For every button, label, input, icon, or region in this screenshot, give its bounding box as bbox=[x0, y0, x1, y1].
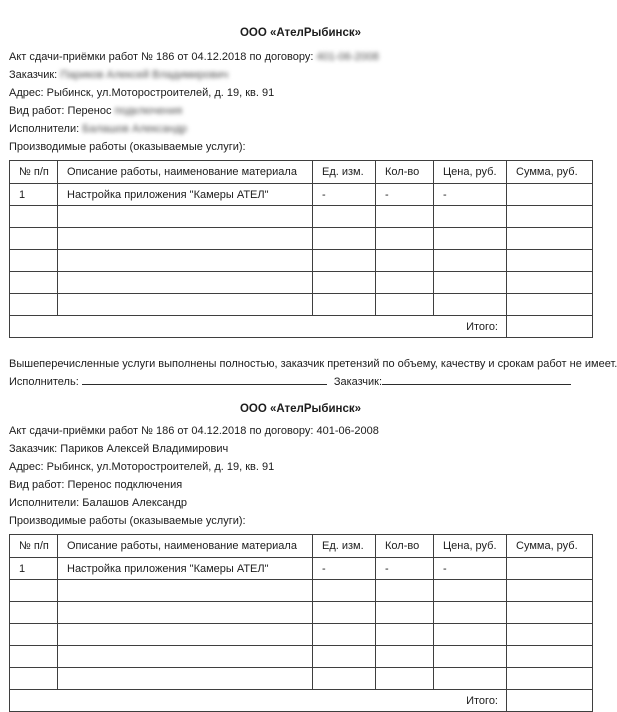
table-cell bbox=[10, 646, 58, 668]
column-header: Сумма, руб. bbox=[507, 535, 593, 558]
table-cell bbox=[434, 206, 507, 228]
table-row bbox=[10, 558, 593, 580]
table-cell bbox=[507, 206, 593, 228]
table-row bbox=[10, 228, 593, 250]
table-cell bbox=[376, 272, 434, 294]
performers-name: Балашов Александр bbox=[82, 497, 187, 509]
customer-signature-blank bbox=[382, 373, 571, 385]
customer-label: Заказчик: bbox=[9, 69, 58, 81]
column-header: Ед. изм. bbox=[313, 535, 376, 558]
work-type-label: Вид работ: bbox=[9, 479, 65, 491]
address-line: Адрес: Рыбинск, ул.Моторостроителей, д. 19, кв. 91 bbox=[9, 87, 275, 99]
table-cell bbox=[434, 646, 507, 668]
table-cell bbox=[10, 250, 58, 272]
work-type-word: Перенос bbox=[67, 479, 112, 491]
work-type-line bbox=[9, 102, 592, 120]
act-number-line bbox=[9, 422, 592, 440]
table-cell bbox=[10, 272, 58, 294]
customer-label: Заказчик: bbox=[9, 443, 58, 455]
customer-line bbox=[9, 440, 592, 458]
column-header: Ед. изм. bbox=[313, 161, 376, 184]
column-header: Цена, руб. bbox=[434, 161, 507, 184]
performers-name-redacted: Балашов Александр bbox=[82, 123, 187, 135]
table-cell: - bbox=[434, 184, 507, 206]
table-cell bbox=[507, 228, 593, 250]
table-cell bbox=[58, 602, 313, 624]
table-cell: - bbox=[376, 558, 434, 580]
table-row bbox=[10, 624, 593, 646]
table-cell bbox=[313, 294, 376, 316]
table-cell bbox=[507, 558, 593, 580]
table-cell bbox=[507, 250, 593, 272]
act-copy-2 bbox=[9, 402, 592, 712]
table-cell bbox=[58, 646, 313, 668]
table-cell bbox=[313, 624, 376, 646]
customer-name: Париков Алексей Владимирович bbox=[60, 443, 229, 455]
table-cell bbox=[10, 206, 58, 228]
table-cell bbox=[313, 272, 376, 294]
contract-number: 401-06-2008 bbox=[316, 425, 379, 437]
table-cell: - bbox=[434, 558, 507, 580]
company-title: ООО «АтелРыбинск» bbox=[239, 27, 362, 39]
table-cell bbox=[58, 250, 313, 272]
table-cell bbox=[376, 250, 434, 272]
column-header: Сумма, руб. bbox=[507, 161, 593, 184]
total-row bbox=[10, 316, 593, 338]
total-label: Итого: bbox=[10, 690, 507, 712]
contract-number-redacted: 401-06-2008 bbox=[316, 51, 379, 63]
performer-signature-blank bbox=[82, 373, 327, 385]
table-cell bbox=[507, 646, 593, 668]
table-row bbox=[10, 580, 593, 602]
table-row bbox=[10, 602, 593, 624]
table-cell bbox=[434, 668, 507, 690]
table-cell bbox=[376, 228, 434, 250]
table-cell bbox=[376, 646, 434, 668]
table-cell bbox=[313, 646, 376, 668]
column-header: Кол-во bbox=[376, 161, 434, 184]
table-cell bbox=[313, 668, 376, 690]
table-cell bbox=[507, 184, 593, 206]
table-cell bbox=[434, 228, 507, 250]
table-cell bbox=[507, 602, 593, 624]
table-cell bbox=[313, 580, 376, 602]
act-header-block bbox=[9, 48, 592, 156]
customer-name-redacted: Париков Алексей Владимирович bbox=[60, 69, 229, 81]
table-cell bbox=[58, 580, 313, 602]
work-type-word-redacted: подключения bbox=[114, 105, 183, 117]
act-header-block bbox=[9, 422, 592, 530]
table-cell bbox=[10, 294, 58, 316]
table-cell bbox=[376, 668, 434, 690]
total-label: Итого: bbox=[10, 316, 507, 338]
performers-line bbox=[9, 120, 592, 138]
table-cell: 1 bbox=[10, 558, 58, 580]
table-header-row bbox=[10, 161, 593, 184]
table-cell bbox=[507, 624, 593, 646]
customer-sign-label: Заказчик: bbox=[333, 376, 383, 388]
table-cell bbox=[376, 580, 434, 602]
table-cell bbox=[376, 294, 434, 316]
table-row bbox=[10, 272, 593, 294]
customer-line bbox=[9, 66, 592, 84]
completion-note: Вышеперечисленные услуги выполнены полностью, заказчик претензий по объему, качеству и срокам работ не имеет. bbox=[9, 358, 617, 370]
table-row bbox=[10, 206, 593, 228]
table-cell bbox=[376, 624, 434, 646]
table-cell bbox=[58, 668, 313, 690]
table-cell bbox=[58, 228, 313, 250]
table-cell: Настройка приложения "Камеры АТЕЛ" bbox=[58, 558, 313, 580]
table-cell bbox=[434, 272, 507, 294]
table-row bbox=[10, 184, 593, 206]
table-cell bbox=[313, 602, 376, 624]
column-header: № п/п bbox=[10, 535, 58, 558]
performers-line bbox=[9, 494, 592, 512]
table-cell bbox=[58, 206, 313, 228]
table-cell bbox=[434, 580, 507, 602]
column-header: Цена, руб. bbox=[434, 535, 507, 558]
table-cell bbox=[313, 206, 376, 228]
column-header: Описание работы, наименование материала bbox=[58, 161, 313, 184]
column-header: № п/п bbox=[10, 161, 58, 184]
table-header-row bbox=[10, 535, 593, 558]
table-cell bbox=[434, 624, 507, 646]
table-cell bbox=[313, 228, 376, 250]
performers-label: Исполнители: bbox=[9, 497, 80, 509]
works-intro-line: Производимые работы (оказываемые услуги): bbox=[9, 515, 246, 527]
table-cell bbox=[10, 668, 58, 690]
act-copy-1 bbox=[9, 26, 617, 391]
table-cell: - bbox=[313, 558, 376, 580]
table-row bbox=[10, 668, 593, 690]
work-type-word: Перенос bbox=[67, 105, 112, 117]
work-type-word2: подключения bbox=[114, 479, 183, 491]
work-type-label: Вид работ: bbox=[9, 105, 65, 117]
table-cell bbox=[434, 602, 507, 624]
company-title: ООО «АтелРыбинск» bbox=[239, 403, 362, 415]
table-cell bbox=[507, 668, 593, 690]
table-cell bbox=[376, 206, 434, 228]
table-cell bbox=[58, 624, 313, 646]
table-cell bbox=[313, 250, 376, 272]
table-cell bbox=[434, 250, 507, 272]
table-cell: 1 bbox=[10, 184, 58, 206]
total-row bbox=[10, 690, 593, 712]
table-cell bbox=[58, 294, 313, 316]
table-cell bbox=[10, 228, 58, 250]
document-page bbox=[0, 26, 617, 707]
table-cell bbox=[10, 624, 58, 646]
total-value-cell bbox=[507, 690, 593, 712]
performers-label: Исполнители: bbox=[9, 123, 80, 135]
table-cell bbox=[10, 602, 58, 624]
table-row bbox=[10, 294, 593, 316]
column-header: Кол-во bbox=[376, 535, 434, 558]
address-line: Адрес: Рыбинск, ул.Моторостроителей, д. 19, кв. 91 bbox=[9, 461, 275, 473]
table-cell bbox=[507, 294, 593, 316]
column-header: Описание работы, наименование материала bbox=[58, 535, 313, 558]
table-cell: - bbox=[376, 184, 434, 206]
works-table bbox=[9, 534, 593, 712]
act-line-label: Акт сдачи-приёмки работ № 186 от 04.12.2018 по договору: bbox=[9, 51, 314, 63]
works-table bbox=[9, 160, 593, 338]
table-cell bbox=[434, 294, 507, 316]
work-type-line bbox=[9, 476, 592, 494]
table-cell: Настройка приложения "Камеры АТЕЛ" bbox=[58, 184, 313, 206]
table-row bbox=[10, 646, 593, 668]
performer-sign-label: Исполнитель: bbox=[9, 376, 79, 388]
act-line-label: Акт сдачи-приёмки работ № 186 от 04.12.2018 по договору: bbox=[9, 425, 314, 437]
table-cell bbox=[10, 580, 58, 602]
table-cell: - bbox=[313, 184, 376, 206]
signature-line bbox=[9, 373, 592, 391]
table-row bbox=[10, 250, 593, 272]
table-cell bbox=[376, 602, 434, 624]
table-cell bbox=[507, 580, 593, 602]
table-cell bbox=[507, 272, 593, 294]
total-value-cell bbox=[507, 316, 593, 338]
table-cell bbox=[58, 272, 313, 294]
act-number-line bbox=[9, 48, 592, 66]
works-intro-line: Производимые работы (оказываемые услуги): bbox=[9, 141, 246, 153]
